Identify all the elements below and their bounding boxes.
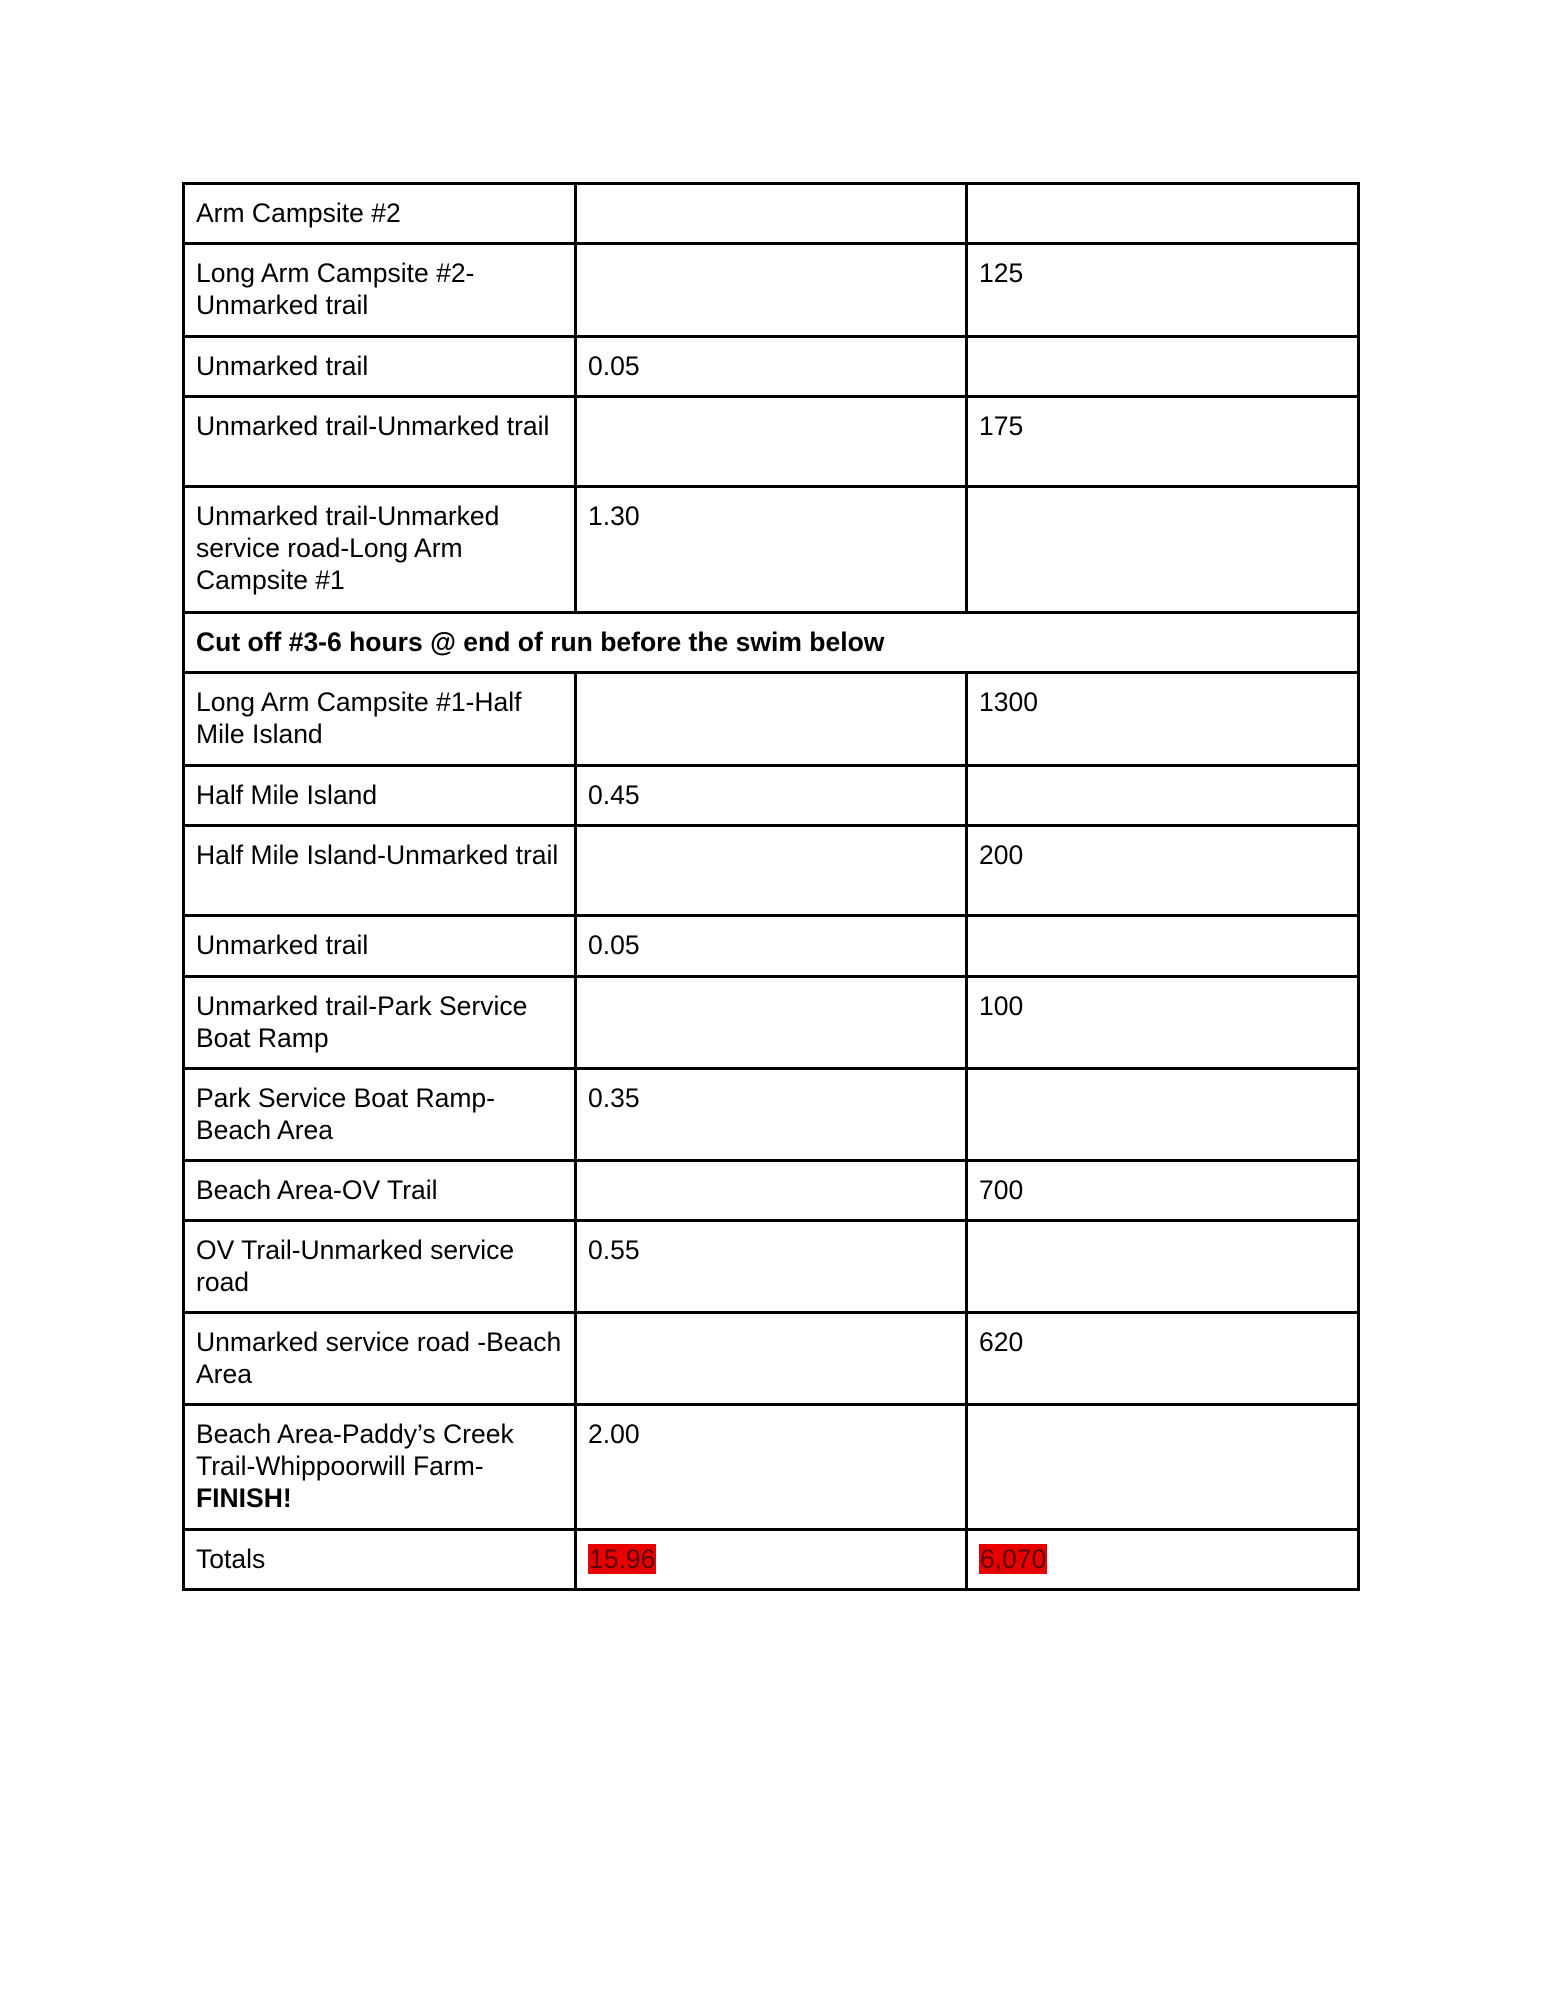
table-row: [184, 244, 1359, 337]
section-row: [184, 613, 1359, 673]
segment-cell: Park Service Boat Ramp-Beach Area: [184, 1069, 576, 1161]
miles-cell: 2.00: [576, 1405, 967, 1530]
yards-cell: [967, 184, 1359, 244]
segment-cell: Unmarked trail-Unmarked service road-Long Arm Campsite #1: [184, 487, 576, 613]
course-table: [182, 182, 1360, 1591]
segment-cell: Unmarked service road -Beach Area: [184, 1313, 576, 1405]
segment-text: Long Arm Campsite #2-Unmarked trail: [196, 258, 475, 320]
segment-cell: Unmarked trail-Unmarked trail: [184, 397, 576, 487]
miles-cell: 0.45: [576, 766, 967, 826]
miles-cell: 0.55: [576, 1221, 967, 1313]
yards-cell: 125: [967, 244, 1359, 337]
total-miles-highlight: 15.96: [589, 1544, 656, 1574]
yards-cell: [967, 487, 1359, 613]
miles-cell: 1.30: [576, 487, 967, 613]
segment-cell: Beach Area-OV Trail: [184, 1161, 576, 1221]
total-yards-cell: [967, 1530, 1359, 1590]
table-row: [184, 337, 1359, 397]
miles-cell: [576, 977, 967, 1069]
miles-cell: [576, 673, 967, 766]
yards-cell: [967, 1405, 1359, 1530]
total-yards-highlight: 6,070: [980, 1544, 1047, 1574]
total-miles-cell: [576, 1530, 967, 1590]
segment-cell: Half Mile Island-Unmarked trail: [184, 826, 576, 916]
yards-cell: 200: [967, 826, 1359, 916]
table-row: [184, 1161, 1359, 1221]
segment-cell: Unmarked trail-Park Service Boat Ramp: [184, 977, 576, 1069]
segment-cell: Half Mile Island: [184, 766, 576, 826]
table-row: [184, 826, 1359, 916]
segment-cell: [184, 244, 576, 337]
miles-cell: 0.35: [576, 1069, 967, 1161]
miles-cell: 0.05: [576, 337, 967, 397]
cutoff-note: Cut off #3-6 hours @ end of run before the swim below: [184, 613, 1359, 673]
table-row: [184, 977, 1359, 1069]
table-row: [184, 673, 1359, 766]
table-row: [184, 766, 1359, 826]
table-row: [184, 397, 1359, 487]
segment-cell: Unmarked trail: [184, 337, 576, 397]
segment-cell: OV Trail-Unmarked service road: [184, 1221, 576, 1313]
table-row: [184, 916, 1359, 977]
yards-cell: 1300: [967, 673, 1359, 766]
yards-cell: [967, 1221, 1359, 1313]
segment-cell: Arm Campsite #2: [184, 184, 576, 244]
segment-text: Beach Area-Paddy’s Creek Trail-Whippoorwill Farm-: [196, 1419, 514, 1481]
table-row: [184, 184, 1359, 244]
table-row: [184, 1221, 1359, 1313]
totals-row: [184, 1530, 1359, 1590]
yards-cell: [967, 766, 1359, 826]
segment-cell: Long Arm Campsite #1-Half Mile Island: [184, 673, 576, 766]
yards-cell: 700: [967, 1161, 1359, 1221]
segment-cell: Unmarked trail: [184, 916, 576, 977]
miles-cell: 0.05: [576, 916, 967, 977]
table-row: [184, 487, 1359, 613]
yards-cell: 175: [967, 397, 1359, 487]
miles-cell: [576, 1313, 967, 1405]
yards-cell: 620: [967, 1313, 1359, 1405]
table-row: [184, 1069, 1359, 1161]
segment-cell: [184, 1405, 576, 1530]
table-row: [184, 1405, 1359, 1530]
yards-cell: [967, 1069, 1359, 1161]
yards-cell: [967, 916, 1359, 977]
finish-label: FINISH!: [196, 1483, 292, 1513]
yards-cell: 100: [967, 977, 1359, 1069]
yards-cell: [967, 337, 1359, 397]
totals-label: Totals: [184, 1530, 576, 1590]
miles-cell: [576, 244, 967, 337]
miles-cell: [576, 184, 967, 244]
miles-cell: [576, 826, 967, 916]
miles-cell: [576, 1161, 967, 1221]
miles-cell: [576, 397, 967, 487]
table-row: [184, 1313, 1359, 1405]
